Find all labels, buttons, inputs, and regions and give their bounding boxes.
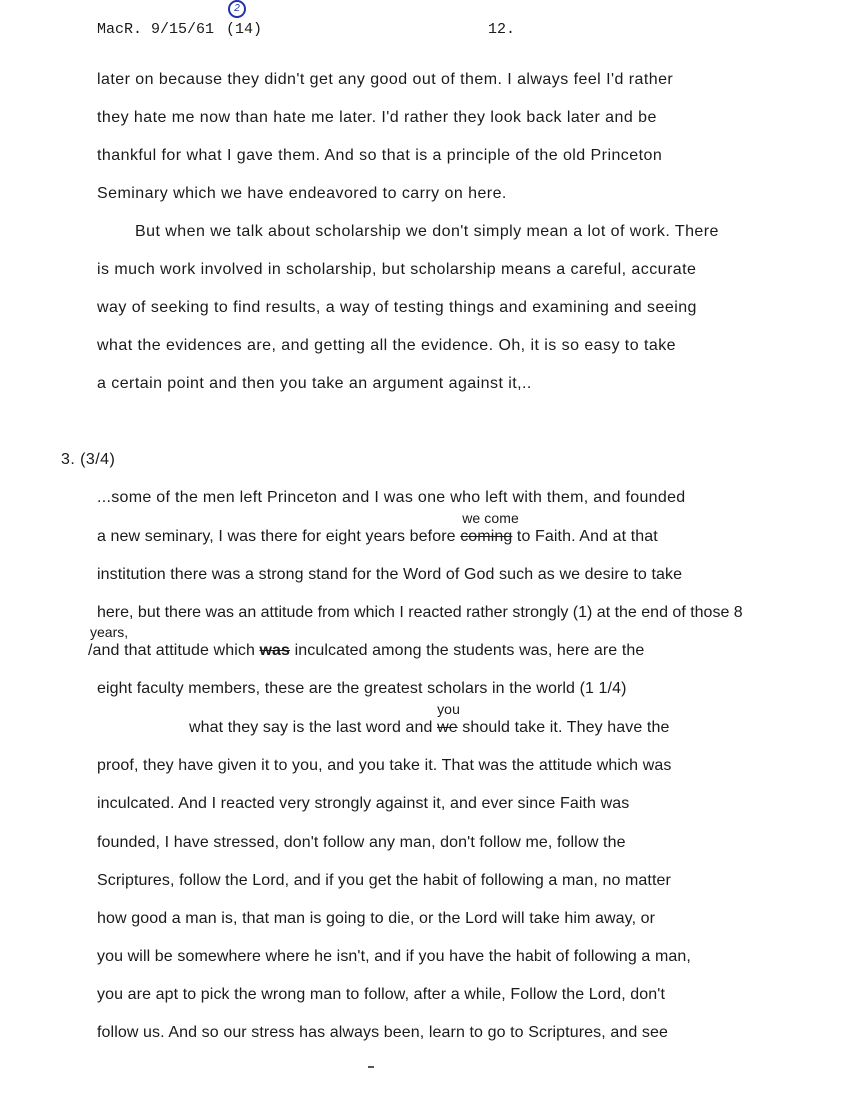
text-line: is much work involved in scholarship, but scholarship means a careful, accurate — [97, 261, 697, 278]
text-line — [97, 510, 658, 547]
text-line: later on because they didn't get any good out of them. I always feel I'd rather — [97, 71, 674, 88]
handwritten-insertion: years, — [90, 624, 129, 640]
text-line: they hate me now than hate me later. I'd rather they look back later and be — [97, 109, 657, 126]
text-line — [189, 701, 670, 738]
text-line: Seminary which we have endeavored to carry on here. — [97, 185, 507, 202]
text-line: founded, I have stressed, don't follow any man, don't follow me, follow the — [97, 834, 626, 851]
header-left: MacR. 9/15/61 — [97, 21, 215, 38]
handwritten-circled-number: 2 — [228, 0, 246, 18]
text-segment: /and that attitude which — [88, 642, 260, 659]
struck-word: was — [259, 642, 291, 659]
text-line: here, but there was an attitude from which I reacted rather strongly (1) at the end of those 8 — [97, 604, 743, 621]
struck-word: coming — [460, 528, 513, 545]
text-line: a certain point and then you take an argument against it,.. — [97, 375, 532, 392]
section-heading: 3. (3/4) — [61, 451, 116, 468]
text-line: you will be somewhere where he isn't, and if you have the habit of following a man, — [97, 948, 691, 965]
text-line: what the evidences are, and getting all the evidence. Oh, it is so easy to take — [97, 337, 676, 354]
handwritten-insertion: you — [437, 701, 460, 717]
text-segment: to Faith. And at that — [512, 528, 658, 545]
text-line: thankful for what I gave them. And so that is a principle of the old Princeton — [97, 147, 663, 164]
text-segment: a new seminary, I was there for eight years before — [97, 528, 461, 545]
text-segment: inculcated among the students was, here are the — [290, 642, 645, 659]
text-line: inculcated. And I reacted very strongly against it, and ever since Faith was — [97, 795, 630, 812]
header-page-ref: (14) — [226, 21, 263, 38]
handwritten-insertion: we come — [462, 510, 519, 526]
text-line: follow us. And so our stress has always been, learn to go to Scriptures, and see — [97, 1024, 668, 1041]
text-line: ...some of the men left Princeton and I was one who left with them, and founded — [97, 489, 686, 506]
text-line: you are apt to pick the wrong man to follow, after a while, Follow the Lord, don't — [97, 986, 666, 1003]
text-line: But when we talk about scholarship we don't simply mean a lot of work. There — [135, 223, 719, 240]
struck-word: we — [437, 719, 458, 736]
text-line — [88, 641, 644, 661]
text-line: institution there was a strong stand for the Word of God such as we desire to take — [97, 566, 683, 583]
text-line: how good a man is, that man is going to die, or the Lord will take him away, or — [97, 910, 656, 927]
text-segment: what they say is the last word and — [189, 719, 438, 736]
text-line: way of seeking to find results, a way of testing things and examining and seeing — [97, 299, 697, 316]
text-line: eight faculty members, these are the greatest scholars in the world (1 1/4) — [97, 680, 627, 697]
text-line: proof, they have given it to you, and you take it. That was the attitude which was — [97, 757, 672, 774]
text-line: Scriptures, follow the Lord, and if you get the habit of following a man, no matter — [97, 872, 671, 889]
stray-mark — [368, 1066, 374, 1068]
page-number: 12. — [488, 21, 516, 38]
text-segment: should take it. They have the — [457, 719, 670, 736]
